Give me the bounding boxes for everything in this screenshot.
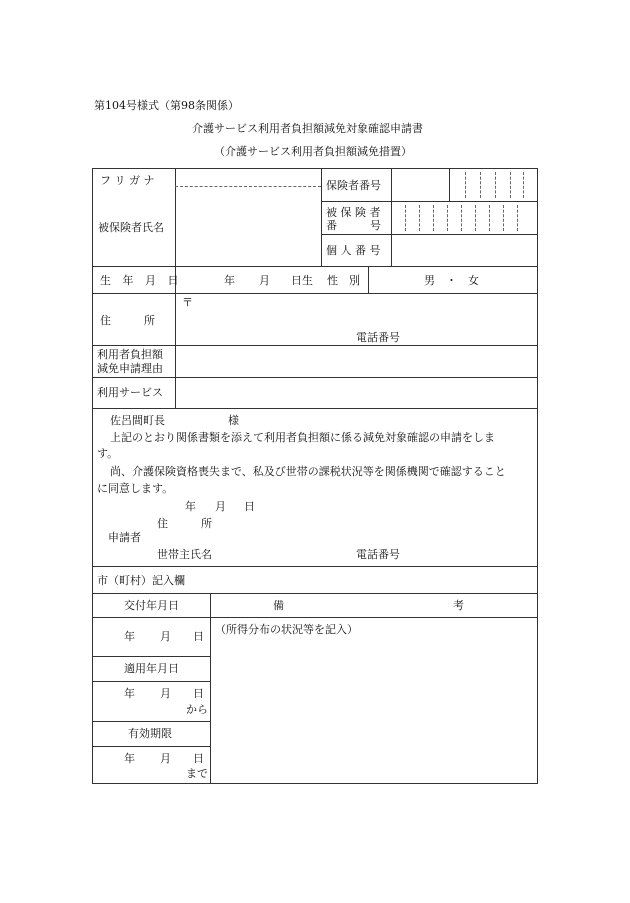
expiry-header: 有効期限: [128, 727, 172, 740]
expiry-year: 年: [124, 752, 135, 765]
apply-month: 月: [160, 687, 171, 700]
issue-date-header: 交付年月日: [124, 599, 179, 612]
personal-number-field[interactable]: [393, 236, 535, 265]
expiry-day: 日: [193, 752, 204, 765]
address-label: 住 所: [100, 314, 155, 327]
apply-date-header: 適用年月日: [124, 662, 179, 675]
sex-options[interactable]: 男 ・ 女: [424, 274, 479, 287]
insured-number-label-2: 番 号: [326, 219, 381, 232]
sex-label: 性 別: [327, 274, 360, 287]
expiry-month: 月: [160, 752, 171, 765]
personal-number-label: 個 人 番 号: [326, 244, 381, 257]
apply-from: から: [186, 703, 208, 716]
insured-number-field[interactable]: [393, 203, 535, 233]
birth-year-label: 年: [224, 274, 235, 287]
form-subtitle: （介護サービス利用者負担額減免措置）: [214, 145, 412, 158]
declaration-text-2b: に同意します。: [97, 482, 174, 495]
form-title: 介護サービス利用者負担額減免対象確認申請書: [192, 122, 423, 135]
addressee: 佐呂間町長: [110, 414, 165, 427]
birth-month-label: 月: [259, 274, 270, 287]
birthdate-label: 生 年 月 日: [100, 274, 183, 287]
application-date-year: 年: [185, 500, 196, 513]
application-date-month: 月: [215, 500, 226, 513]
householder-name-label: 世帯主氏名: [157, 548, 212, 561]
insurer-number-field[interactable]: [393, 170, 535, 200]
remarks-note: （所得分布の状況等を記入）: [215, 623, 358, 636]
remarks-field[interactable]: [212, 619, 535, 782]
insured-number-label-1: 被 保 険 者: [326, 206, 381, 219]
application-date-day: 日: [244, 500, 255, 513]
postal-mark: 〒: [182, 296, 193, 309]
applicant-address-label: 住 所: [157, 517, 212, 530]
birth-day-label: 日生: [291, 274, 313, 287]
reason-field[interactable]: [177, 347, 535, 376]
addressee-honorific: 様: [228, 414, 239, 427]
address-phone-label: 電話番号: [356, 331, 400, 344]
service-used-label: 利用サービス: [97, 386, 163, 399]
insured-name-field[interactable]: [177, 188, 319, 264]
remarks-header-b: 考: [453, 599, 464, 612]
insurer-number-label: 保険者番号: [326, 179, 381, 192]
remarks-header-a: 備: [273, 599, 284, 612]
declaration-text-1a: 上記のとおり関係書類を添えて利用者負担額に係る減免対象確認の申請をしま: [110, 431, 495, 444]
insured-name-label: 被保険者氏名: [98, 221, 164, 234]
apply-year: 年: [124, 687, 135, 700]
applicant-label: 申請者: [108, 531, 141, 544]
reason-label-2: 減免申請理由: [97, 362, 163, 375]
reason-label-1: 利用者負担額: [97, 348, 163, 361]
declaration-text-2a: 尚、介護保険資格喪失まで、私及び世帯の課税状況等を関係機関で確認すること: [110, 465, 506, 478]
form-number: 第104号様式（第98条関係）: [94, 99, 239, 112]
apply-day: 日: [193, 687, 204, 700]
applicant-phone-label: 電話番号: [356, 548, 400, 561]
furigana-label: フ リ ガ ナ: [100, 174, 155, 187]
issue-month: 月: [160, 630, 171, 643]
municipal-section-title: 市（町村）記入欄: [97, 574, 185, 587]
issue-day: 日: [193, 630, 204, 643]
expiry-until: まで: [186, 767, 208, 780]
issue-year: 年: [124, 630, 135, 643]
furigana-field[interactable]: [177, 170, 319, 185]
declaration-text-1b: す。: [97, 447, 119, 460]
service-used-field[interactable]: [177, 379, 535, 407]
